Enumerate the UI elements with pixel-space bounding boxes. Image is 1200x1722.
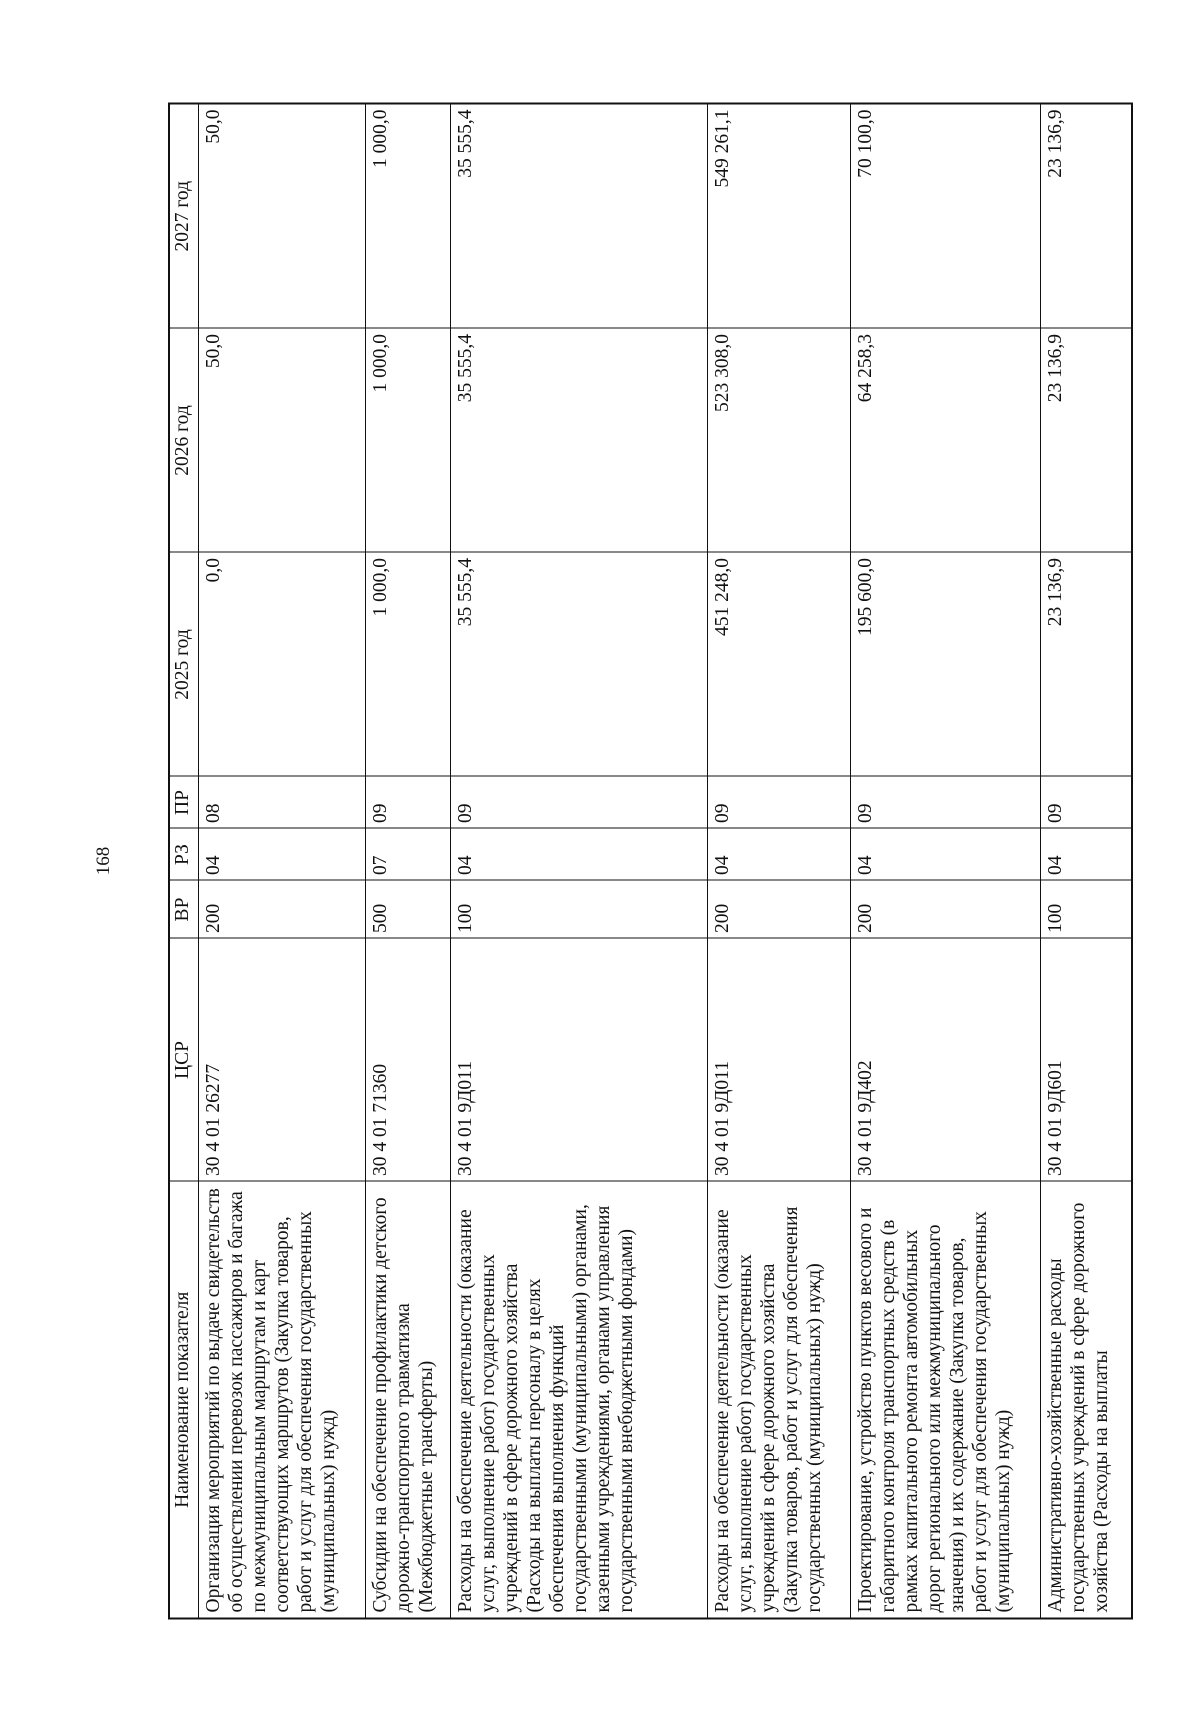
cell-pr: 09 <box>366 777 451 829</box>
cell-2027: 70 100,0 <box>851 104 1041 329</box>
cell-rz: 04 <box>851 829 1041 881</box>
cell-name: Расходы на обеспечение деятельности (оказание услуг, выполнение работ) государственных учреждений в сфере дорожного хозяйства (Расходы на выплаты персоналу в целях обеспечения выполнения функций государственными (муниципальными) органами, казенными учреждениями, органами управления государственными внебюджетными фондами) <box>451 1182 708 1619</box>
cell-vr: 100 <box>451 881 708 939</box>
cell-rz: 04 <box>708 829 851 881</box>
header-2026: 2026 год <box>169 329 199 553</box>
cell-rz: 04 <box>1041 829 1133 881</box>
cell-csr: 30 4 01 9Д601 <box>1041 939 1133 1182</box>
cell-pr: 09 <box>708 777 851 829</box>
table-row <box>708 104 851 1619</box>
cell-2025: 195 600,0 <box>851 553 1041 777</box>
cell-2026: 35 555,4 <box>451 329 708 553</box>
cell-pr: 09 <box>851 777 1041 829</box>
cell-vr: 200 <box>708 881 851 939</box>
cell-csr: 30 4 01 71360 <box>366 939 451 1182</box>
cell-2026: 23 136,9 <box>1041 329 1133 553</box>
cell-rz: 07 <box>366 829 451 881</box>
cell-vr: 200 <box>851 881 1041 939</box>
budget-table <box>168 103 1133 1620</box>
budget-table-rotated <box>168 105 1132 1620</box>
cell-2025: 451 248,0 <box>708 553 851 777</box>
table-row <box>366 104 451 1619</box>
cell-2025: 35 555,4 <box>451 553 708 777</box>
cell-csr: 30 4 01 9Д011 <box>708 939 851 1182</box>
table-header-row <box>169 104 199 1619</box>
cell-name: Проектирование, устройство пунктов весового и габаритного контроля транспортных средств (в рамках капитального ремонта автомобильных дорог регионального или межмуниципального значения) и их содержание (Закупка товаров, работ и услуг для обеспечения государственных (муниципальных) нужд) <box>851 1182 1041 1619</box>
cell-2027: 35 555,4 <box>451 104 708 329</box>
cell-2027: 549 261,1 <box>708 104 851 329</box>
cell-2026: 50,0 <box>199 329 366 553</box>
page-number: 168 <box>93 846 114 876</box>
cell-rz: 04 <box>451 829 708 881</box>
cell-csr: 30 4 01 9Д402 <box>851 939 1041 1182</box>
header-rz: РЗ <box>169 829 199 881</box>
cell-name: Организация мероприятий по выдаче свидетельств об осуществлении перевозок пассажиров и багажа по межмуниципальным маршрутам и карт соответствующих маршрутов (Закупка товаров, работ и услуг для обеспечения государственных (муниципальных) нужд) <box>199 1182 366 1619</box>
cell-2025: 0,0 <box>199 553 366 777</box>
cell-pr: 09 <box>451 777 708 829</box>
cell-2026: 523 308,0 <box>708 329 851 553</box>
table-row <box>1041 104 1133 1619</box>
cell-name: Расходы на обеспечение деятельности (оказание услуг, выполнение работ) государственных учреждений в сфере дорожного хозяйства (Закупка товаров, работ и услуг для обеспечения государственных (муниципальных) нужд) <box>708 1182 851 1619</box>
cell-2027: 50,0 <box>199 104 366 329</box>
header-csr: ЦСР <box>169 939 199 1182</box>
header-2025: 2025 год <box>169 553 199 777</box>
table-row <box>851 104 1041 1619</box>
header-pr: ПР <box>169 777 199 829</box>
cell-vr: 100 <box>1041 881 1133 939</box>
table-row <box>451 104 708 1619</box>
cell-name: Субсидии на обеспечение профилактики детского дорожно-транспортного травматизма (Межбюджетные трансферты) <box>366 1182 451 1619</box>
header-name: Наименование показателя <box>169 1182 199 1619</box>
cell-2026: 1 000,0 <box>366 329 451 553</box>
cell-csr: 30 4 01 26277 <box>199 939 366 1182</box>
cell-vr: 500 <box>366 881 451 939</box>
cell-2026: 64 258,3 <box>851 329 1041 553</box>
cell-pr: 08 <box>199 777 366 829</box>
cell-2027: 23 136,9 <box>1041 104 1133 329</box>
cell-2027: 1 000,0 <box>366 104 451 329</box>
header-vr: ВР <box>169 881 199 939</box>
table-row <box>199 104 366 1619</box>
header-2027: 2027 год <box>169 104 199 329</box>
cell-2025: 1 000,0 <box>366 553 451 777</box>
cell-vr: 200 <box>199 881 366 939</box>
cell-csr: 30 4 01 9Д011 <box>451 939 708 1182</box>
cell-name: Административно-хозяйственные расходы государственных учреждений в сфере дорожного хозяйства (Расходы на выплаты <box>1041 1182 1133 1619</box>
cell-rz: 04 <box>199 829 366 881</box>
cell-2025: 23 136,9 <box>1041 553 1133 777</box>
cell-pr: 09 <box>1041 777 1133 829</box>
